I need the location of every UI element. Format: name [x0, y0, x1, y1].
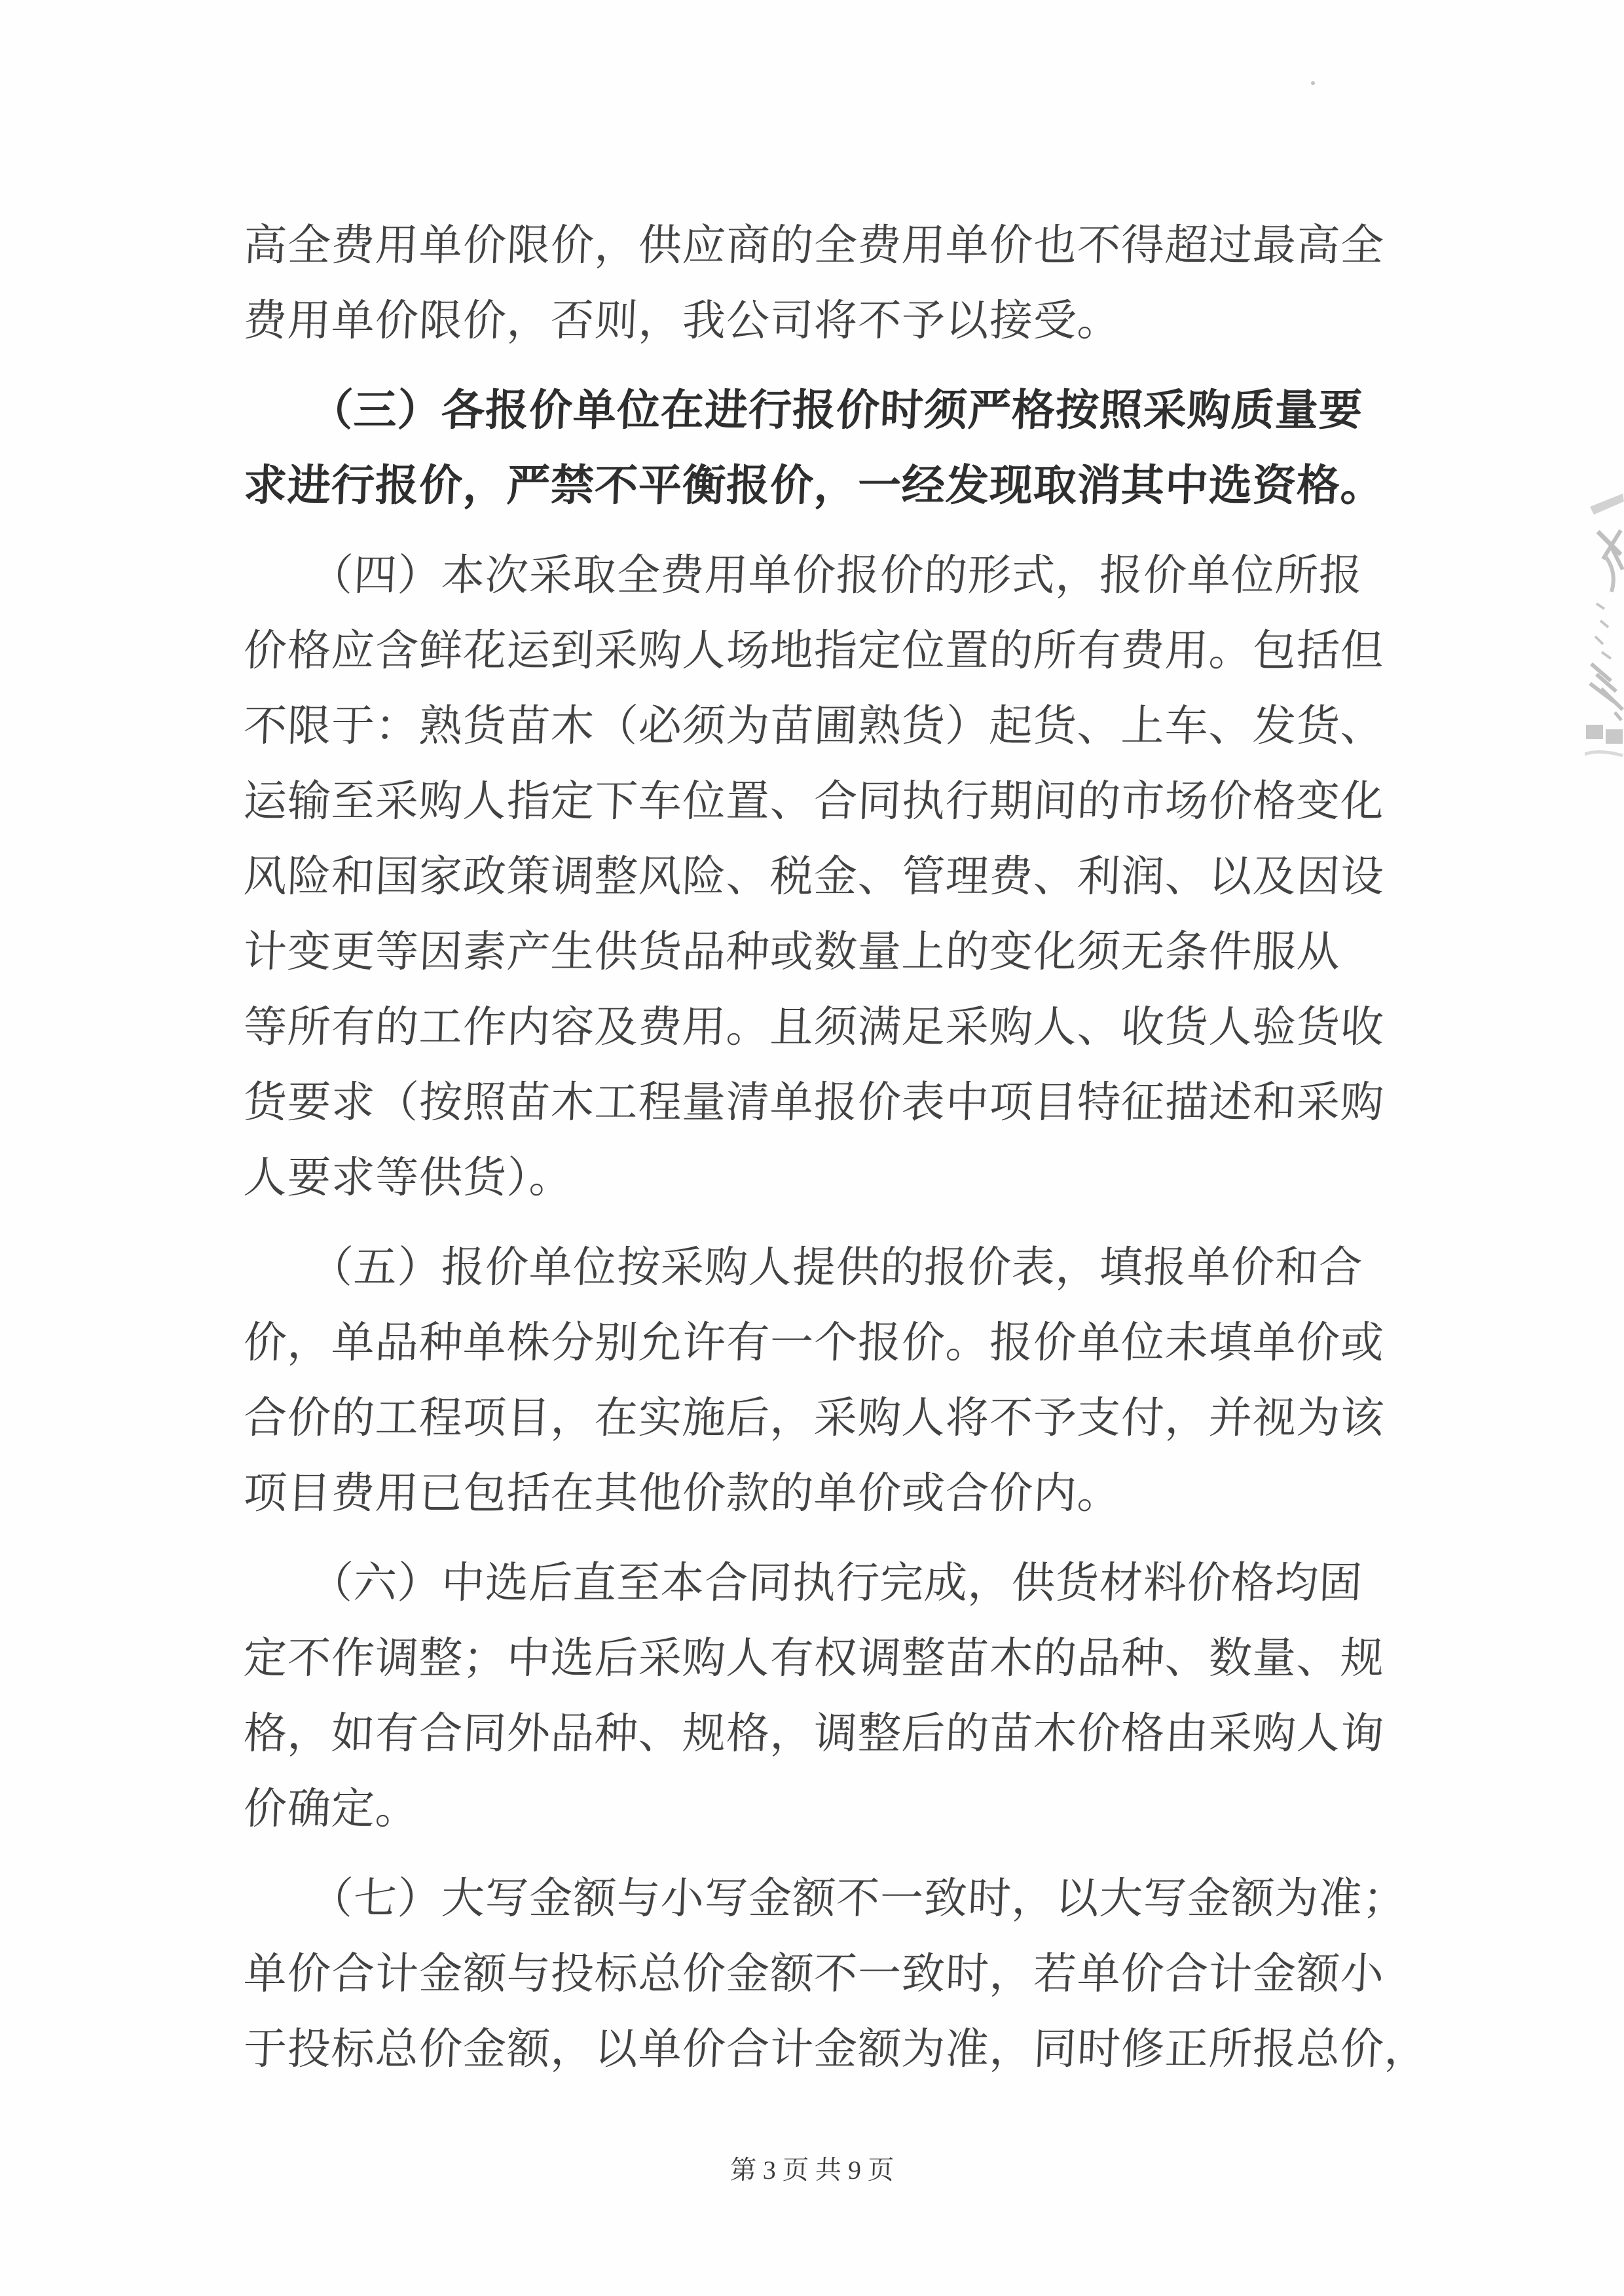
text-line: 运输至采购人指定下车位置、合同执行期间的市场价格变化: [242, 778, 1386, 826]
text-line: 价格应含鲜花运到采购人场地指定位置的所有费用。包括但: [242, 627, 1386, 675]
paragraph-continuation: [244, 208, 1416, 359]
text-line: 价，单品种单株分别允许有一个报价。报价单位未填单价或: [242, 1319, 1386, 1367]
text-line: 于投标总价金额，以单价合计金额为准，同时修正所报总价，: [242, 2026, 1430, 2073]
paragraph-clause-3: [244, 373, 1416, 524]
paragraph-clause-7: [242, 1861, 1430, 2087]
text-line: 费用单价限价，否则，我公司将不予以接受。: [242, 297, 1122, 345]
document-body: [242, 208, 1430, 2087]
text-line: （七）大写金额与小写金额不一致时，以大写金额为准；: [242, 1875, 1408, 1923]
text-line: 价确定。: [242, 1785, 420, 1833]
text-line: 高全费用单价限价，供应商的全费用单价也不得超过最高全: [242, 222, 1386, 270]
text-line: 单价合计金额与投标总价金额不一致时，若单价合计金额小: [242, 1950, 1386, 1998]
scan-edge-artifact: [1585, 492, 1624, 767]
text-line: 格，如有合同外品种、规格，调整后的苗木价格由采购人询: [242, 1710, 1386, 1758]
text-line: 计变更等因素产生供货品种或数量上的变化须无条件服从: [242, 928, 1342, 976]
paragraph-clause-6: [244, 1546, 1416, 1847]
page-footer: 第 3 页 共 9 页: [729, 2155, 895, 2185]
text-line: 合价的工程项目，在实施后，采购人将不予支付，并视为该: [242, 1394, 1386, 1442]
text-line: 风险和国家政策调整风险、税金、管理费、利润、以及因设: [242, 853, 1386, 901]
text-line: 人要求等供货）。: [242, 1154, 574, 1202]
paragraph-clause-5: [244, 1230, 1416, 1531]
text-line: 货要求（按照苗木工程量清单报价表中项目特征描述和采购: [242, 1079, 1386, 1127]
text-line: （六）中选后直至本合同执行完成，供货材料价格均固: [242, 1559, 1364, 1607]
text-line: 等所有的工作内容及费用。且须满足采购人、收货人验货收: [242, 1004, 1386, 1051]
text-line: （三）各报价单位在进行报价时须严格按照采购质量要: [242, 387, 1364, 435]
scan-speck: [1311, 81, 1315, 85]
text-line: （四）本次采取全费用单价报价的形式，报价单位所报: [242, 552, 1364, 600]
text-line: （五）报价单位按采购人提供的报价表，填报单价和合: [242, 1244, 1364, 1292]
text-line: 求进行报价，严禁不平衡报价，一经发现取消其中选资格。: [242, 462, 1386, 510]
text-line: 项目费用已包括在其他价款的单价或合价内。: [242, 1470, 1122, 1518]
paragraph-clause-4: [244, 538, 1416, 1216]
text-line: 不限于：熟货苗木（必须为苗圃熟货）起货、上车、发货、: [242, 702, 1386, 750]
text-line: 定不作调整；中选后采购人有权调整苗木的品种、数量、规: [242, 1635, 1386, 1683]
